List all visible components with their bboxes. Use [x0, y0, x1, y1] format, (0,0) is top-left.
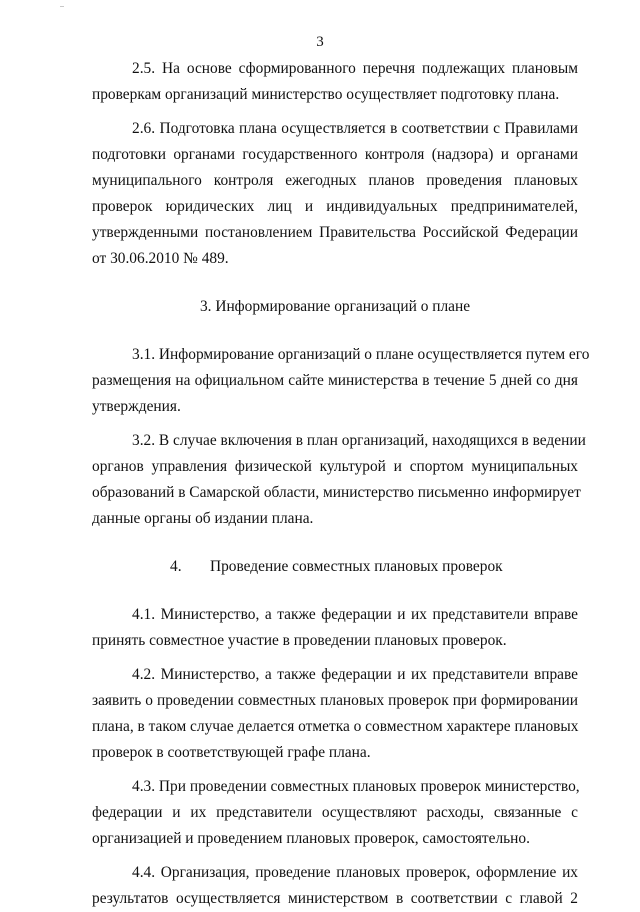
text-line: муниципального контроля ежегодных планов проведения плановых — [92, 172, 578, 189]
text-line: организацией и проведением плановых проверок, самостоятельно. — [92, 830, 530, 847]
page-number: 3 — [316, 34, 324, 50]
text-line: 4.4. Организация, проведение плановых проверок, оформление их — [132, 864, 578, 881]
paragraph-2-6 — [92, 116, 578, 272]
text-line: 2.5. На основе сформированного перечня подлежащих плановым — [132, 60, 578, 77]
paragraph-4-3 — [92, 774, 578, 852]
text-line: федерации и их представители осуществляют расходы, связанные с — [92, 804, 578, 821]
paragraph-3-1 — [92, 342, 590, 420]
text-line: плана, в таком случае делается отметка о совместном характере плановых — [92, 718, 579, 735]
text-line: от 30.06.2010 № 489. — [92, 250, 229, 267]
text-line: данные органы об издании плана. — [92, 510, 314, 527]
paragraph-4-4 — [92, 860, 578, 912]
text-line: утвержденными постановлением Правительства Российской Федерации — [92, 224, 578, 241]
text-line: заявить о проведении совместных плановых проверок при формировании — [92, 692, 578, 709]
paragraph-4-1 — [92, 602, 578, 654]
section-heading-4 — [92, 554, 578, 580]
text-line: проверок юридических лиц и индивидуальных предпринимателей, — [92, 198, 578, 215]
text-line: 3.1. Информирование организаций о плане осуществляется путем его — [132, 346, 590, 363]
paragraph-2-5 — [92, 56, 578, 108]
text-line: принять совместное участие в проведении плановых проверок. — [92, 632, 507, 649]
text-line: 4.2. Министерство, а также федерации и их представители вправе — [132, 666, 578, 683]
text-line: образований в Самарской области, министерство письменно информирует — [92, 484, 581, 501]
section-number: 4. — [170, 558, 182, 575]
text-line: 3.2. В случае включения в план организаций, находящихся в ведении — [132, 432, 586, 449]
text-line: 4.3. При проведении совместных плановых проверок министерство, — [132, 778, 580, 795]
text-line: подготовки органами государственного контроля (надзора) и органами — [92, 146, 578, 163]
text-line: утверждения. — [92, 398, 181, 415]
text-line: размещения на официальном сайте министерства в течение 5 дней со дня — [92, 372, 578, 389]
document-body — [92, 56, 590, 912]
text-line: 2.6. Подготовка плана осуществляется в соответствии с Правилами — [132, 120, 578, 137]
section-heading-3: 3. Информирование организаций о плане — [199, 298, 471, 315]
text-line: проверкам организаций министерство осуществляет подготовку плана. — [92, 86, 560, 103]
text-line: органов управления физической культурой и спортом муниципальных — [92, 458, 578, 475]
text-line: проверок в соответствующей графе плана. — [92, 744, 371, 761]
section-title: Проведение совместных плановых проверок — [210, 558, 503, 575]
scan-speck — [60, 6, 64, 7]
paragraph-3-2 — [92, 428, 586, 532]
paragraph-4-2 — [92, 662, 578, 766]
text-line: результатов осуществляется министерством в соответствии с главой 2 — [92, 890, 578, 907]
text-line: 4.1. Министерство, а также федерации и их представители вправе — [132, 606, 578, 623]
